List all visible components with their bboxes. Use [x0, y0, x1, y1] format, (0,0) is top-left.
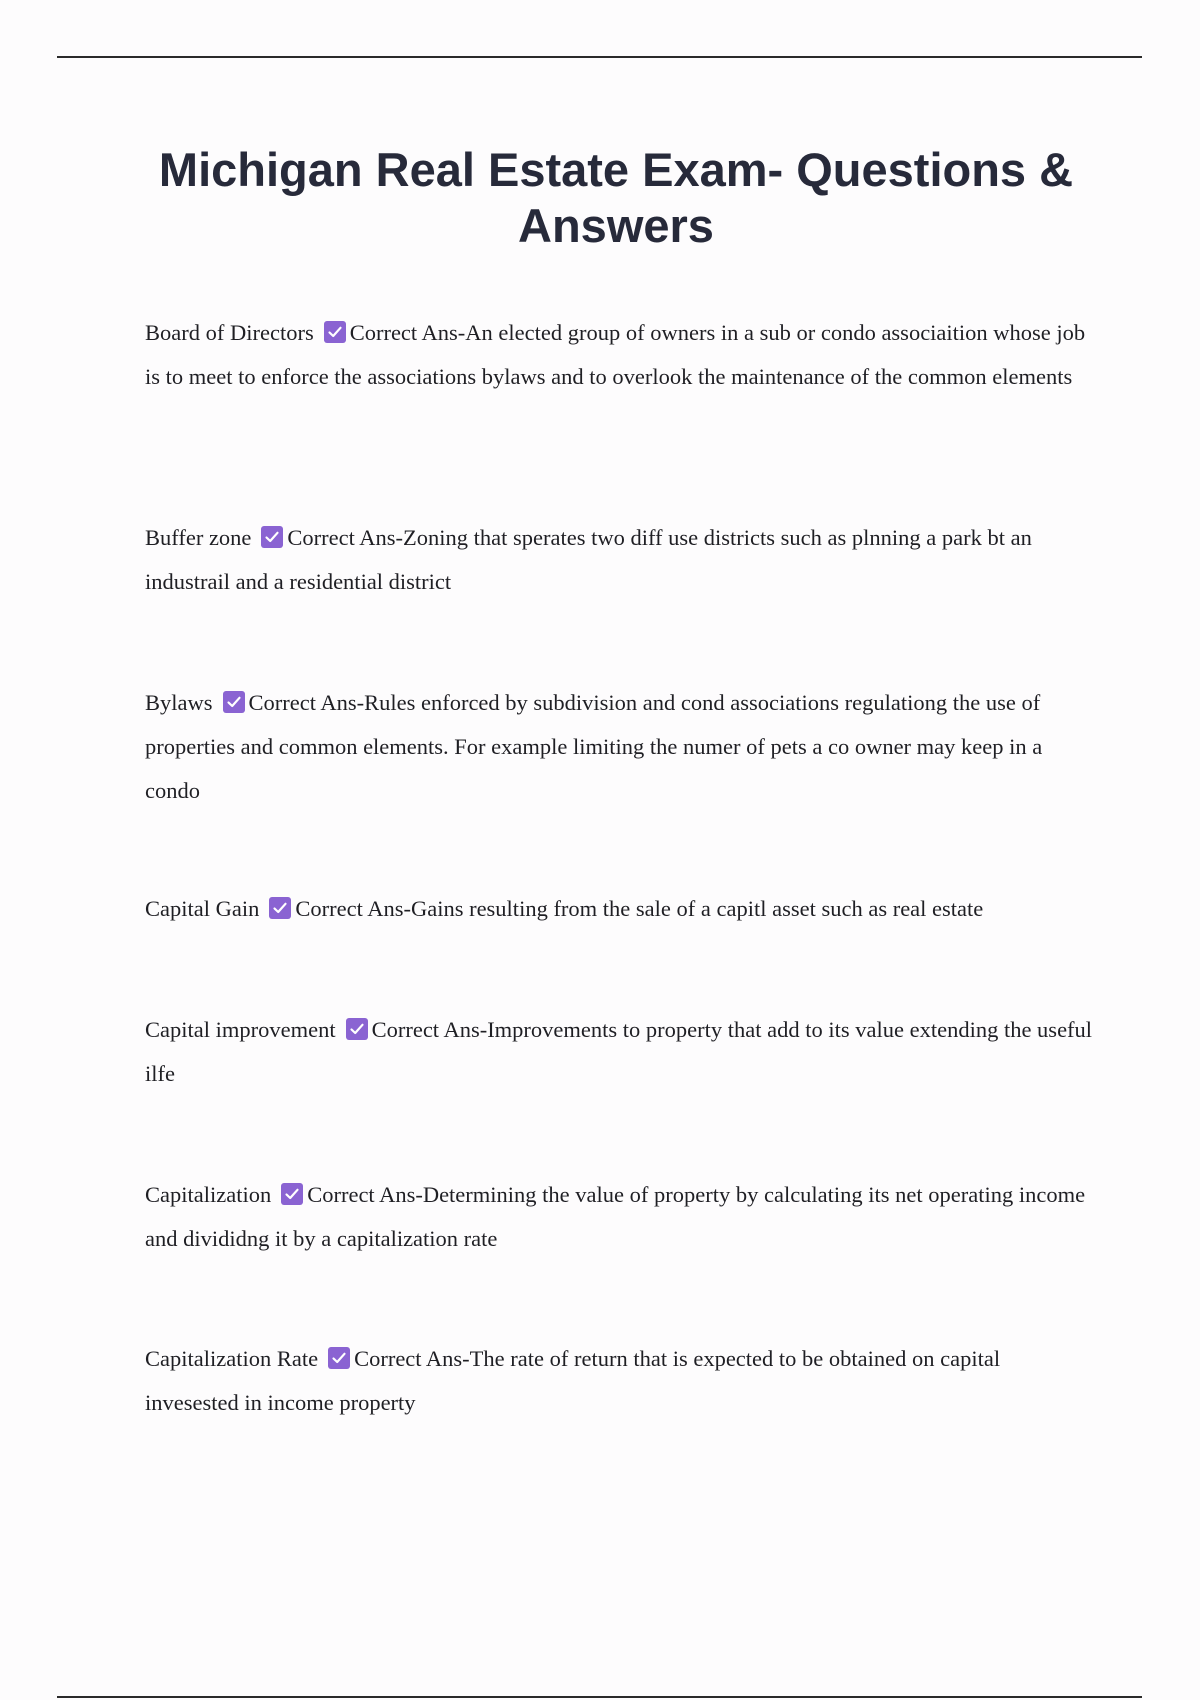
- qa-answer: Correct Ans-Zoning that sperates two diff use districts such as plnning a park bt an industrail and a residential district: [145, 525, 1032, 594]
- top-rule: [57, 56, 1142, 58]
- check-icon: [223, 691, 245, 713]
- check-icon: [328, 1347, 350, 1369]
- check-icon: [261, 526, 283, 548]
- qa-item: [145, 1173, 1095, 1261]
- bottom-rule: [57, 1696, 1142, 1698]
- qa-answer: Correct Ans-An elected group of owners in a sub or condo associaition whose job is to meet to enforce the associations bylaws and to overlook the maintenance of the common elements: [145, 320, 1086, 389]
- qa-item: [145, 681, 1095, 813]
- check-icon: [324, 321, 346, 343]
- qa-answer: Correct Ans-Rules enforced by subdivision and cond associations regulationg the use of properties and common elements. For example limiting the numer of pets a co owner may keep in a condo: [145, 690, 1043, 803]
- qa-item: [145, 1337, 1095, 1425]
- qa-term: Buffer zone: [145, 525, 252, 550]
- qa-answer: Correct Ans-Determining the value of property by calculating its net operating income and divididng it by a capitalization rate: [145, 1182, 1086, 1251]
- check-icon: [269, 897, 291, 919]
- qa-term: Capital improvement: [145, 1017, 336, 1042]
- qa-term: Board of Directors: [145, 320, 314, 345]
- check-icon: [346, 1018, 368, 1040]
- qa-answer: Correct Ans-Gains resulting from the sale of a capitl asset such as real estate: [295, 896, 984, 921]
- document-title: Michigan Real Estate Exam- Questions & Answers: [158, 143, 1074, 252]
- qa-answer: Correct Ans-The rate of return that is expected to be obtained on capital invesested in income property: [145, 1346, 1001, 1415]
- qa-item: [145, 516, 1095, 604]
- qa-answer: Correct Ans-Improvements to property that add to its value extending the useful ilfe: [145, 1017, 1093, 1086]
- qa-term: Capital Gain: [145, 896, 260, 921]
- qa-term: Capitalization: [145, 1182, 272, 1207]
- qa-item: [145, 311, 1095, 399]
- qa-term: Bylaws: [145, 690, 213, 715]
- qa-item: [145, 1008, 1095, 1096]
- qa-item: [145, 887, 1095, 931]
- qa-term: Capitalization Rate: [145, 1346, 319, 1371]
- check-icon: [281, 1183, 303, 1205]
